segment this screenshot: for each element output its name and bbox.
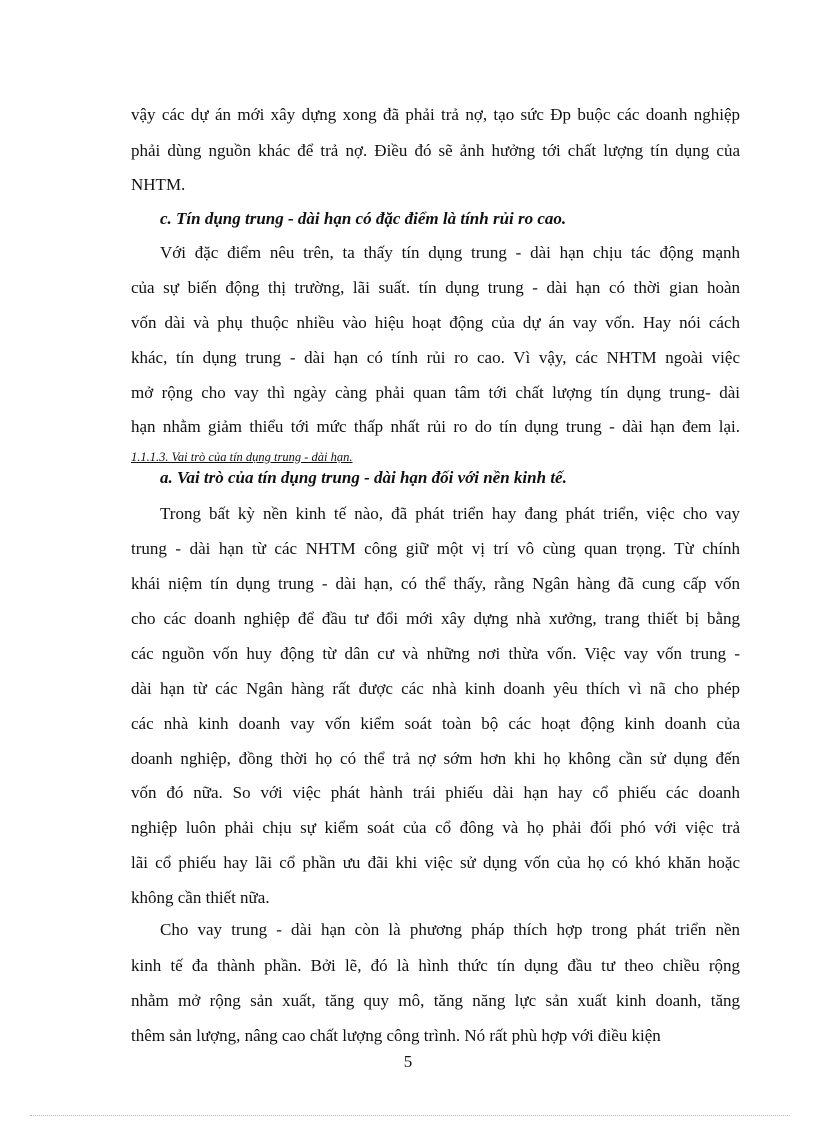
text-line: dài hạn từ các Ngân hàng rất được các nhà kinh doanh yêu thích vì nã cho phép	[131, 679, 740, 698]
text-line: nhằm mở rộng sản xuất, tăng quy mô, tăng năng lực sản xuất kinh doanh, tăng	[131, 991, 740, 1010]
text-line: kinh tế đa thành phần. Bởi lẽ, đó là hình thức tín dụng đầu tư theo chiều rộng	[131, 956, 740, 975]
section-heading-a: a. Vai trò của tín dụng trung - dài hạn đối với nền kinh tế.	[160, 468, 567, 487]
text-line: thêm sản lượng, nâng cao chất lượng công trình. Nó rất phù hợp với điều kiện	[131, 1026, 661, 1045]
text-line: vốn dài và phụ thuộc nhiều vào hiệu hoạt động của dự án vay vốn. Hay nói cách	[131, 313, 740, 332]
footer-divider	[30, 1115, 790, 1116]
text-line: khái niệm tín dụng trung - dài hạn, có thể thấy, rằng Ngân hàng đã cung cấp vốn	[131, 574, 740, 593]
text-line: lãi cổ phiếu hay lãi cổ phần ưu đãi khi việc sử dụng vốn của họ có khó khăn hoặc	[131, 853, 740, 872]
text-line: vốn đó nữa. So với việc phát hành trái phiếu dài hạn hay cổ phiếu các doanh	[131, 783, 740, 802]
text-line: không cần thiết nữa.	[131, 888, 270, 907]
text-line: các nhà kinh doanh vay vốn kiểm soát toàn bộ các hoạt động kinh doanh của	[131, 714, 740, 733]
section-heading-c: c. Tín dụng trung - dài hạn có đặc điểm là tính rủi ro cao.	[160, 209, 567, 228]
text-line: các nguồn vốn huy động từ dân cư và những nơi thừa vốn. Việc vay vốn trung -	[131, 644, 740, 663]
text-line: khác, tín dụng trung - dài hạn có tính rủi ro cao. Vì vậy, các NHTM ngoài việc	[131, 348, 740, 367]
text-line: trung - dài hạn từ các NHTM công giữ một vị trí vô cùng quan trọng. Từ chính	[131, 539, 740, 558]
text-line: doanh nghiệp, đồng thời họ có thể trả nợ sớm hơn khi họ không cần sử dụng đến	[131, 749, 740, 768]
text-line: nghiệp luôn phải chịu sự kiểm soát của cổ đông và họ phải đối phó với việc trả	[131, 818, 740, 837]
text-line: cho các doanh nghiệp để đầu tư đổi mới xây dựng nhà xưởng, trang thiết bị bằng	[131, 609, 740, 628]
text-line: Với đặc điểm nêu trên, ta thấy tín dụng trung - dài hạn chịu tác động mạnh	[160, 243, 740, 262]
text-line: của sự biến động thị trường, lãi suất. tín dụng trung - dài hạn có thời gian hoàn	[131, 278, 740, 297]
text-line: NHTM.	[131, 175, 186, 194]
text-line: Trong bất kỳ nền kinh tế nào, đã phát triển hay đang phát triển, việc cho vay	[160, 504, 740, 523]
subsection-title: 1.1.1.3. Vai trò của tín dụng trung - dài hạn.	[131, 450, 353, 464]
text-line: vậy các dự án mới xây dựng xong đã phải trả nợ, tạo sức Đp buộc các doanh nghiệp	[131, 105, 740, 124]
text-line: mở rộng cho vay thì ngày càng phải quan tâm tới chất lượng tín dụng trung- dài	[131, 383, 740, 402]
text-line: hạn nhằm giảm thiểu tới mức thấp nhất rủi ro do tín dụng trung - dài hạn đem lại.	[131, 417, 740, 436]
text-line: Cho vay trung - dài hạn còn là phương pháp thích hợp trong phát triển nền	[160, 920, 740, 939]
text-line: phải dùng nguồn khác để trả nợ. Điều đó sẽ ảnh hưởng tới chất lượng tín dụng của	[131, 141, 740, 160]
page-number: 5	[403, 1052, 413, 1071]
